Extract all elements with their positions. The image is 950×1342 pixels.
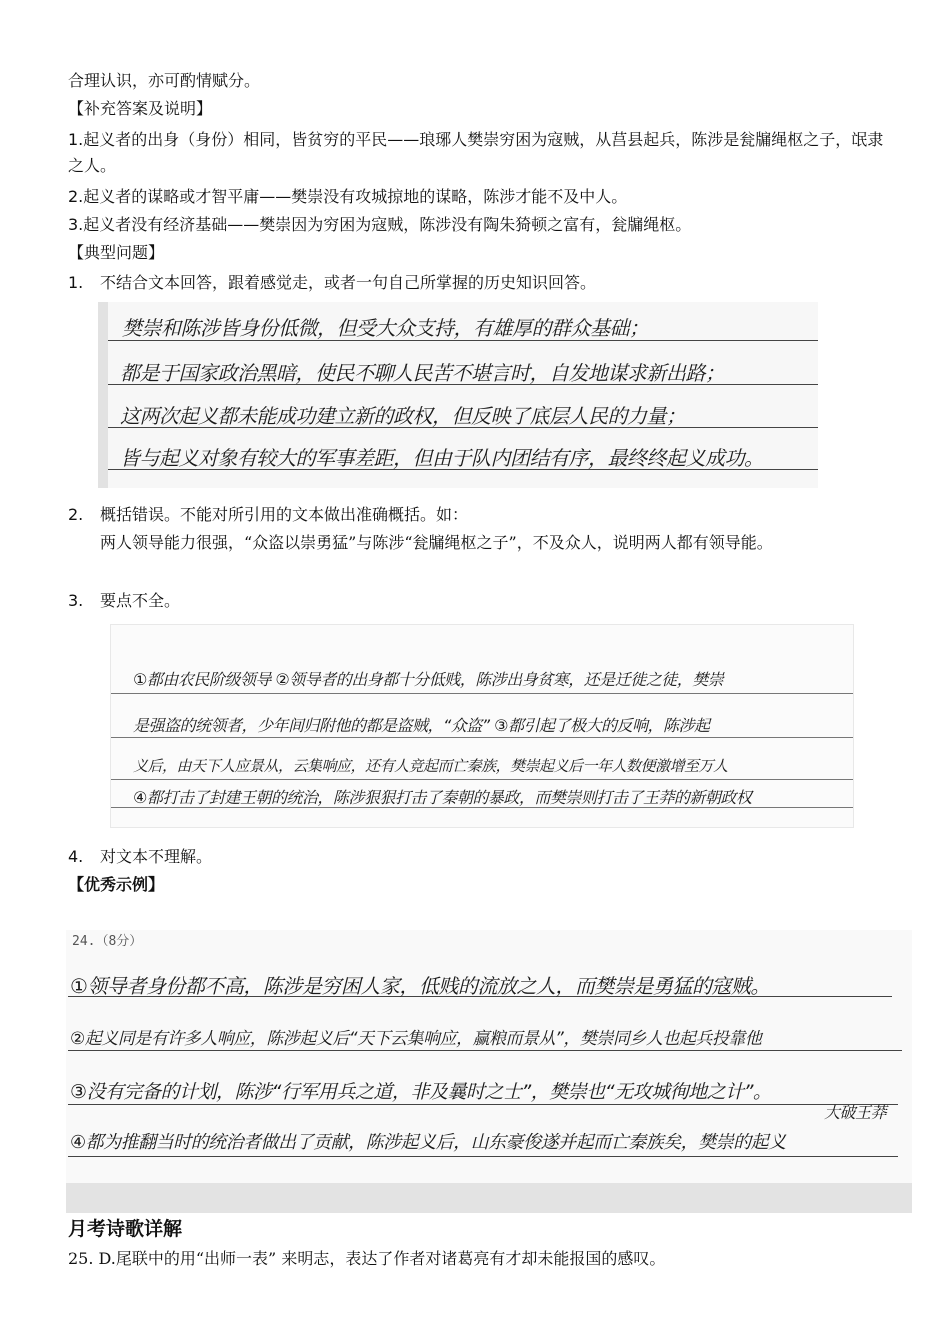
excellent-line-4: ④都为推翻当时的统治者做出了贡献，陈涉起义后，山东豪俊遂并起而亡秦族矣，樊崇的起义: [70, 1132, 786, 1153]
poem-heading: 月考诗歌详解: [68, 1218, 183, 1240]
excellent-line-3: ③没有完备的计划，陈涉“行军用兵之道，非及曩时之士”，樊崇也“无攻城徇地之计”。: [70, 1081, 772, 1103]
typical-item-2-text: 概括错误。不能对所引用的文本做出准确概括。如：: [100, 505, 469, 524]
handwriting-1-line-1: 樊崇和陈涉皆身份低微，但受大众支持，有雄厚的群众基础；: [122, 316, 649, 340]
score-label: 24.（8分）: [72, 934, 143, 949]
excellent-line-1: ①领导者身份都不高，陈涉是穷困人家，低贱的流放之人，而樊崇是勇猛的寇贼。: [70, 974, 770, 998]
typical-item-3-number: 3.: [68, 591, 84, 610]
handwriting-1-line-3: 这两次起义都未能成功建立新的政权，但反映了底层人民的力量；: [120, 404, 686, 428]
handwriting-1-line-4: 皆与起义对象有较大的军事差距，但由于队内团结有序，最终终起义成功。: [120, 446, 764, 470]
excellent-handwriting-sample: [66, 930, 912, 1213]
excellent-annotation: 大破王莽: [824, 1103, 887, 1122]
handwriting-2-line-3: 义后，由天下人应景从，云集响应，还有人竞起而亡秦族，樊崇起义后一年人数便激增至万人: [133, 757, 728, 775]
supplement-heading: 【补充答案及说明】: [68, 99, 213, 118]
handwriting-2-line-4: ④都打击了封建王朝的统治，陈涉狠狠打击了秦朝的暴政，而樊崇则打击了王莽的新朝政权: [133, 788, 752, 807]
handwriting-1-line-2: 都是于国家政治黑暗，使民不聊人民苦不堪言时，自发地谋求新出路；: [120, 361, 725, 385]
handwriting-sample-1: [98, 302, 818, 488]
poem-line: 25. D.尾联中的用“出师一表” 来明志，表达了作者对诸葛亮有才却未能报国的感叹。: [68, 1249, 666, 1268]
excellent-line-2: ②起义同是有许多人响应，陈涉起义后“天下云集响应，赢粮而景从”，樊崇同乡人也起兵投靠他: [70, 1029, 762, 1049]
supplement-item-2: 2.起义者的谋略或才智平庸——樊崇没有攻城掠地的谋略，陈涉才能不及中人。: [68, 187, 628, 206]
handwriting-sample-2: [110, 624, 854, 828]
typical-item-3-text: 要点不全。: [100, 591, 181, 610]
typical-item-2-number: 2.: [68, 505, 84, 524]
typical-item-4-text: 对文本不理解。: [100, 847, 213, 866]
supplement-item-3: 3.起义者没有经济基础——樊崇因为穷困为寇贼，陈涉没有陶朱猗顿之富有，瓮牖绳枢。: [68, 215, 692, 234]
excellent-heading: 【优秀示例】: [68, 875, 165, 894]
intro-line: 合理认识，亦可酌情赋分。: [68, 71, 261, 90]
typical-item-1-text: 不结合文本回答，跟着感觉走，或者一句自己所掌握的历史知识回答。: [100, 273, 597, 292]
typical-item-2-example: 两人领导能力很强，“众盗以崇勇猛”与陈涉“瓮牖绳枢之子”，不及众人，说明两人都有领导能。: [100, 533, 773, 552]
typical-item-4-number: 4.: [68, 847, 84, 866]
handwriting-2-line-1: ①都由农民阶级领导 ②领导者的出身都十分低贱，陈涉出身贫寒，还是迁徙之徒，樊崇: [133, 670, 724, 689]
typical-item-1-number: 1.: [68, 273, 84, 292]
handwriting-2-line-2: 是强盗的统领者，少年间归附他的都是盗贼，“众盗” ③都引起了极大的反响，陈涉起: [133, 716, 710, 735]
typical-heading: 【典型问题】: [68, 243, 165, 262]
supplement-item-1: 1.起义者的出身（身份）相同，皆贫穷的平民——琅琊人樊崇穷困为寇贼，从莒县起兵，陈涉是瓮牖绳枢之子，氓隶之人。: [68, 130, 884, 175]
